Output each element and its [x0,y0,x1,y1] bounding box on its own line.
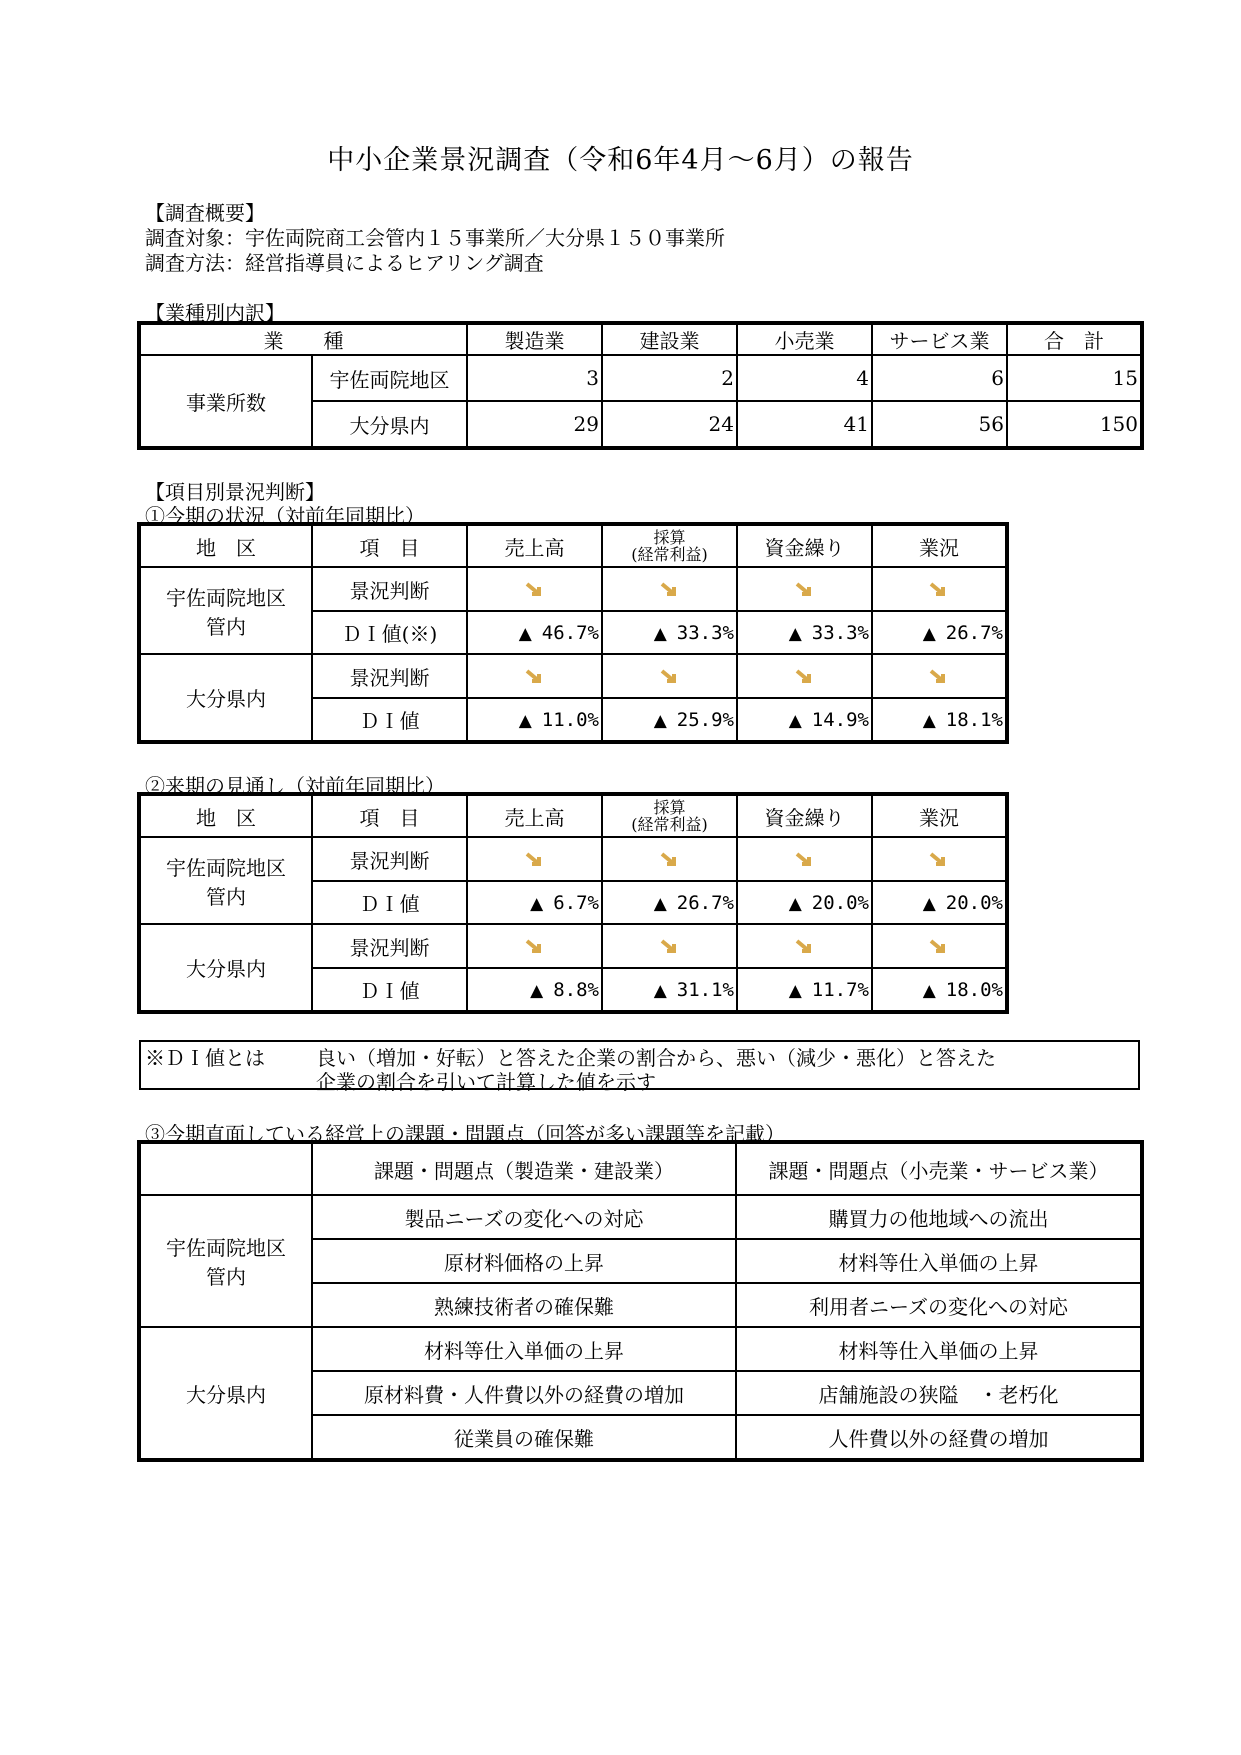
issue-cell: 原材料価格の上昇 [312,1239,736,1283]
header-item: 項 目 [312,795,467,837]
issue-cell: 原材料費・人件費以外の経費の増加 [312,1371,736,1415]
di-label: ＤＩ値(※) [312,611,467,654]
di-value: ▲ 14.9% [737,698,872,741]
header-issues-retail: 課題・問題点（小売業・サービス業） [736,1143,1141,1195]
di-value: ▲ 18.0% [872,968,1006,1011]
current-table [139,524,1007,742]
di-note [139,1040,1140,1094]
judge-label: 景況判断 [312,567,467,611]
judge-label: 景況判断 [312,654,467,698]
table-cell: 4 [737,355,872,401]
di-value: ▲ 8.8% [467,968,602,1011]
next-table [139,794,1007,1012]
triangle-icon: ▲ [922,980,936,1001]
current-heading: ①今期の状況（対前年同期比） [145,504,425,528]
triangle-icon: ▲ [788,710,802,731]
header-item: 項 目 [312,525,467,567]
triangle-icon: ▲ [653,980,667,1001]
table-cell: 15 [1007,355,1141,401]
issues-table [139,1142,1142,1460]
judge-label: 景況判断 [312,837,467,881]
judge-cell [467,654,602,698]
overview-heading: 【調査概要】 [145,201,265,225]
triangle-icon: ▲ [788,893,802,914]
area-oita: 大分県内 [140,924,312,1011]
header-sales: 売上高 [467,525,602,567]
di-value: ▲ 20.0% [737,881,872,924]
issue-cell: 店舗施設の狭隘 ・老朽化 [736,1371,1141,1415]
table-cell: 29 [467,401,602,447]
header-sales: 売上高 [467,795,602,837]
area-oita: 大分県内 [140,1327,312,1459]
header-cashflow: 資金繰り [737,795,872,837]
page-title: 中小企業景況調査（令和6年4月～6月）の報告 [327,145,914,176]
issue-cell: 人件費以外の経費の増加 [736,1415,1141,1459]
arrow-down-right-icon [524,581,546,601]
table-cell: 3 [467,355,602,401]
arrow-down-right-icon [794,851,816,871]
header-business: 業況 [872,795,1006,837]
arrow-down-right-icon [659,851,681,871]
header-profit: 採算 (経常利益) [602,795,737,837]
triangle-icon: ▲ [922,710,936,731]
issue-cell: 製品ニーズの変化への対応 [312,1195,736,1239]
table-cell: 56 [872,401,1007,447]
header-area: 地 区 [140,795,312,837]
di-value: ▲ 33.3% [737,611,872,654]
triangle-icon: ▲ [922,893,936,914]
breakdown-table [139,323,1142,448]
survey-target: 調査対象：宇佐両院商工会管内１５事業所／大分県１５０事業所 [145,226,725,250]
di-label: ＤＩ値 [312,968,467,1011]
issue-cell: 熟練技術者の確保難 [312,1283,736,1327]
triangle-icon: ▲ [788,980,802,1001]
header-industry: 業 種 [140,324,467,355]
table-cell: 2 [602,355,737,401]
arrow-down-right-icon [794,581,816,601]
arrow-down-right-icon [524,668,546,688]
arrow-down-right-icon [794,668,816,688]
arrow-down-right-icon [659,581,681,601]
header-construction: 建設業 [602,324,737,355]
di-value: ▲ 25.9% [602,698,737,741]
arrow-down-right-icon [928,851,950,871]
di-value: ▲ 26.7% [602,881,737,924]
header-service: サービス業 [872,324,1007,355]
area-oita: 大分県内 [312,401,467,447]
triangle-icon: ▲ [518,623,532,644]
di-value: ▲ 26.7% [872,611,1006,654]
header-empty [140,1143,312,1195]
header-cashflow: 資金繰り [737,525,872,567]
judge-cell [602,654,737,698]
arrow-down-right-icon [524,851,546,871]
judge-cell [737,567,872,611]
di-note-line1: 良い（増加・好転）と答えた企業の割合から、悪い（減少・悪化）と答えた [316,1046,996,1070]
judge-cell [872,654,1006,698]
judge-cell [872,924,1006,968]
area-usa: 宇佐両院地区 [312,355,467,401]
breakdown-heading: 【業種別内訳】 [145,301,285,325]
row-label-offices: 事業所数 [140,355,312,447]
judge-cell [737,654,872,698]
triangle-icon: ▲ [530,893,544,914]
issue-cell: 材料等仕入単価の上昇 [312,1327,736,1371]
judge-cell [602,567,737,611]
survey-method: 調査方法：経営指導員によるヒアリング調査 [145,251,544,275]
arrow-down-right-icon [928,938,950,958]
header-retail: 小売業 [737,324,872,355]
arrow-down-right-icon [928,581,950,601]
arrow-down-right-icon [928,668,950,688]
di-label: ＤＩ値 [312,881,467,924]
arrow-down-right-icon [659,938,681,958]
area-usa: 宇佐両院地区 管内 [140,567,312,654]
di-value: ▲ 31.1% [602,968,737,1011]
di-value: ▲ 11.0% [467,698,602,741]
judge-label: 景況判断 [312,924,467,968]
issues-heading: ③今期直面している経営上の課題・問題点（回答が多い課題等を記載） [145,1122,785,1146]
table-cell: 6 [872,355,1007,401]
table-cell: 24 [602,401,737,447]
di-value: ▲ 33.3% [602,611,737,654]
judgement-heading: 【項目別景況判断】 [145,480,325,504]
judge-cell [872,837,1006,881]
di-label: ＤＩ値 [312,698,467,741]
judge-cell [872,567,1006,611]
triangle-icon: ▲ [530,980,544,1001]
table-cell: 150 [1007,401,1141,447]
judge-cell [467,924,602,968]
issue-cell: 従業員の確保難 [312,1415,736,1459]
di-value: ▲ 6.7% [467,881,602,924]
judge-cell [602,837,737,881]
header-manufacturing: 製造業 [467,324,602,355]
di-value: ▲ 11.7% [737,968,872,1011]
di-note-label: ※ＤＩ値とは [145,1046,265,1070]
di-note-line2: 企業の割合を引いて計算した値を示す [316,1070,656,1094]
issue-cell: 利用者ニーズの変化への対応 [736,1283,1141,1327]
next-heading: ②来期の見通し（対前年同期比） [145,774,445,798]
header-profit: 採算 (経常利益) [602,525,737,567]
arrow-down-right-icon [659,668,681,688]
judge-cell [467,567,602,611]
issue-cell: 材料等仕入単価の上昇 [736,1239,1141,1283]
header-issues-mfg: 課題・問題点（製造業・建設業） [312,1143,736,1195]
triangle-icon: ▲ [518,710,532,731]
area-oita: 大分県内 [140,654,312,741]
di-value: ▲ 20.0% [872,881,1006,924]
judge-cell [602,924,737,968]
triangle-icon: ▲ [653,623,667,644]
table-cell: 41 [737,401,872,447]
triangle-icon: ▲ [788,623,802,644]
triangle-icon: ▲ [922,623,936,644]
header-area: 地 区 [140,525,312,567]
area-usa: 宇佐両院地区 管内 [140,837,312,924]
judge-cell [737,837,872,881]
judge-cell [467,837,602,881]
issue-cell: 材料等仕入単価の上昇 [736,1327,1141,1371]
area-usa: 宇佐両院地区 管内 [140,1195,312,1327]
header-business: 業況 [872,525,1006,567]
di-value: ▲ 18.1% [872,698,1006,741]
triangle-icon: ▲ [653,893,667,914]
arrow-down-right-icon [794,938,816,958]
di-value: ▲ 46.7% [467,611,602,654]
judge-cell [737,924,872,968]
triangle-icon: ▲ [653,710,667,731]
arrow-down-right-icon [524,938,546,958]
header-total: 合 計 [1007,324,1141,355]
issue-cell: 購買力の他地域への流出 [736,1195,1141,1239]
